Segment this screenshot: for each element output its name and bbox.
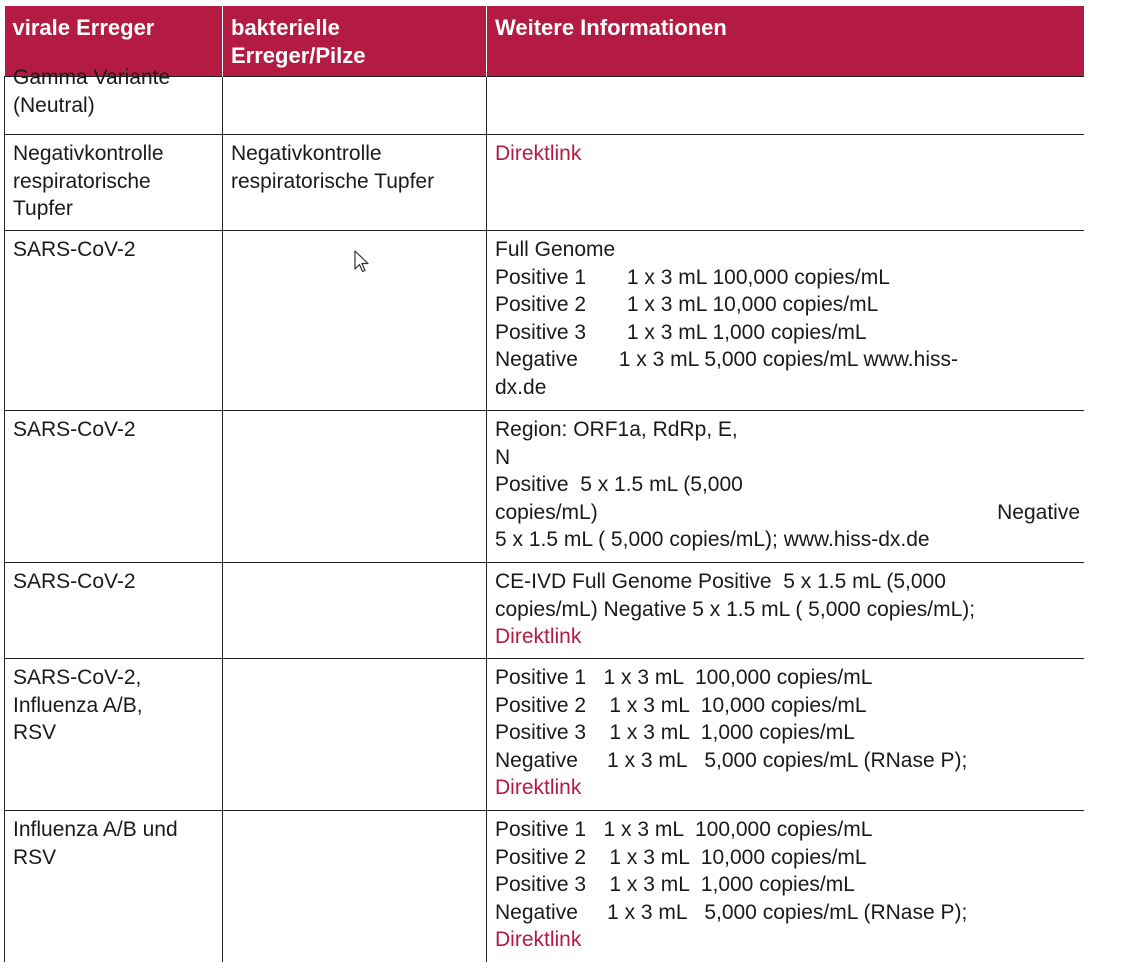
cell-text: copies/mL): [495, 500, 598, 524]
cell-text: CE-IVD Full Genome Positive 5 x 1.5 mL (5,000: [495, 570, 946, 593]
direktlink[interactable]: Direktlink: [495, 776, 582, 799]
cell-text: 5 x 1.5 mL ( 5,000 copies/mL); www.hiss-dx.de: [495, 528, 930, 551]
cell-text: Negative 1 x 3 mL 5,000 copies/mL (RNase P);: [495, 900, 968, 924]
direktlink[interactable]: Direktlink: [495, 625, 582, 648]
cell-text: Influenza A/B und: [13, 818, 178, 841]
cell-info: [487, 659, 1085, 811]
cell-text: Region: ORF1a, RdRp, E,: [495, 418, 738, 441]
cell-viral: [5, 563, 223, 659]
cell-text: Negativkontrolle: [231, 142, 382, 165]
cell-text: Tupfer: [13, 197, 73, 220]
pathogen-table-container: [4, 6, 1084, 962]
cell-text: Positive 5 x 1.5 mL (5,000: [495, 473, 743, 496]
table-row: [5, 563, 1085, 659]
cell-text: RSV: [13, 721, 57, 744]
cell-viral: [5, 811, 223, 963]
cell-text: respiratorische: [13, 169, 151, 193]
cell-text: Negativkontrolle: [13, 142, 164, 165]
cell-text: copies/mL) Negative 5 x 1.5 mL ( 5,000 copies/mL);: [495, 597, 976, 621]
cell-text: Positive 2 1 x 3 mL 10,000 copies/mL: [495, 845, 867, 869]
direktlink[interactable]: Direktlink: [495, 142, 582, 165]
cell-text: Influenza A/B,: [13, 693, 143, 717]
cell-text: SARS-CoV-2: [13, 570, 136, 593]
cell-viral: [5, 659, 223, 811]
cell-text: Negative: [997, 500, 1080, 524]
cell-text: Gamma Variante: [13, 66, 171, 89]
direktlink[interactable]: Direktlink: [495, 928, 582, 951]
cell-info: [487, 135, 1085, 231]
header-bacterial: bakterielle Erreger/Pilze: [223, 6, 487, 77]
cell-text: RSV: [13, 845, 57, 869]
table-row: [5, 659, 1085, 811]
cell-bacterial: [223, 135, 487, 231]
cell-text: dx.de: [495, 375, 547, 399]
table-row: [5, 811, 1085, 963]
cell-text: Positive 3 1 x 3 mL 1,000 copies/mL: [495, 873, 855, 896]
cell-info: [487, 811, 1085, 963]
cell-viral: [5, 231, 223, 411]
cell-text: Positive 1 1 x 3 mL 100,000 copies/mL: [495, 265, 890, 289]
cell-text: Negative 1 x 3 mL 5,000 copies/mL www.hiss-: [495, 348, 958, 371]
cell-bacterial: [223, 811, 487, 963]
cell-text: Positive 1 1 x 3 mL 100,000 copies/mL: [495, 818, 873, 841]
cell-text: Positive 3 1 x 3 mL 1,000 copies/mL: [495, 320, 867, 344]
cell-text: Positive 2 1 x 3 mL 10,000 copies/mL: [495, 293, 879, 316]
cell-bacterial: [223, 563, 487, 659]
cell-info: [487, 563, 1085, 659]
table-row: [5, 231, 1085, 411]
cell-text: Negative 1 x 3 mL 5,000 copies/mL (RNase P);: [495, 748, 968, 772]
cell-viral: [5, 66, 223, 135]
cell-info: [487, 411, 1085, 563]
pathogen-table: [4, 6, 1084, 962]
cell-viral: [5, 135, 223, 231]
table-row: [5, 135, 1085, 231]
table-row: [5, 411, 1085, 563]
cell-info: [487, 231, 1085, 411]
header-info: Weitere Informationen: [487, 6, 1085, 77]
cell-text: (Neutral): [13, 93, 95, 117]
cell-text: respiratorische Tupfer: [231, 169, 435, 193]
cell-text: SARS-CoV-2,: [13, 666, 142, 689]
cell-text: Positive 2 1 x 3 mL 10,000 copies/mL: [495, 693, 867, 717]
mouse-pointer-icon: [354, 250, 370, 274]
cell-bacterial: [223, 659, 487, 811]
cell-info: [487, 77, 1085, 135]
table-row: [5, 77, 1085, 135]
header-viral: virale Erreger: [5, 6, 223, 77]
cell-text: N: [495, 445, 511, 469]
cell-viral: [5, 411, 223, 563]
cell-text: Full Genome: [495, 238, 616, 261]
cell-text: SARS-CoV-2: [13, 238, 136, 261]
cell-bacterial: [223, 411, 487, 563]
cell-text: Positive 1 1 x 3 mL 100,000 copies/mL: [495, 666, 873, 689]
cell-bacterial: [223, 77, 487, 135]
cell-text: Positive 3 1 x 3 mL 1,000 copies/mL: [495, 721, 855, 744]
cell-text: SARS-CoV-2: [13, 418, 136, 441]
